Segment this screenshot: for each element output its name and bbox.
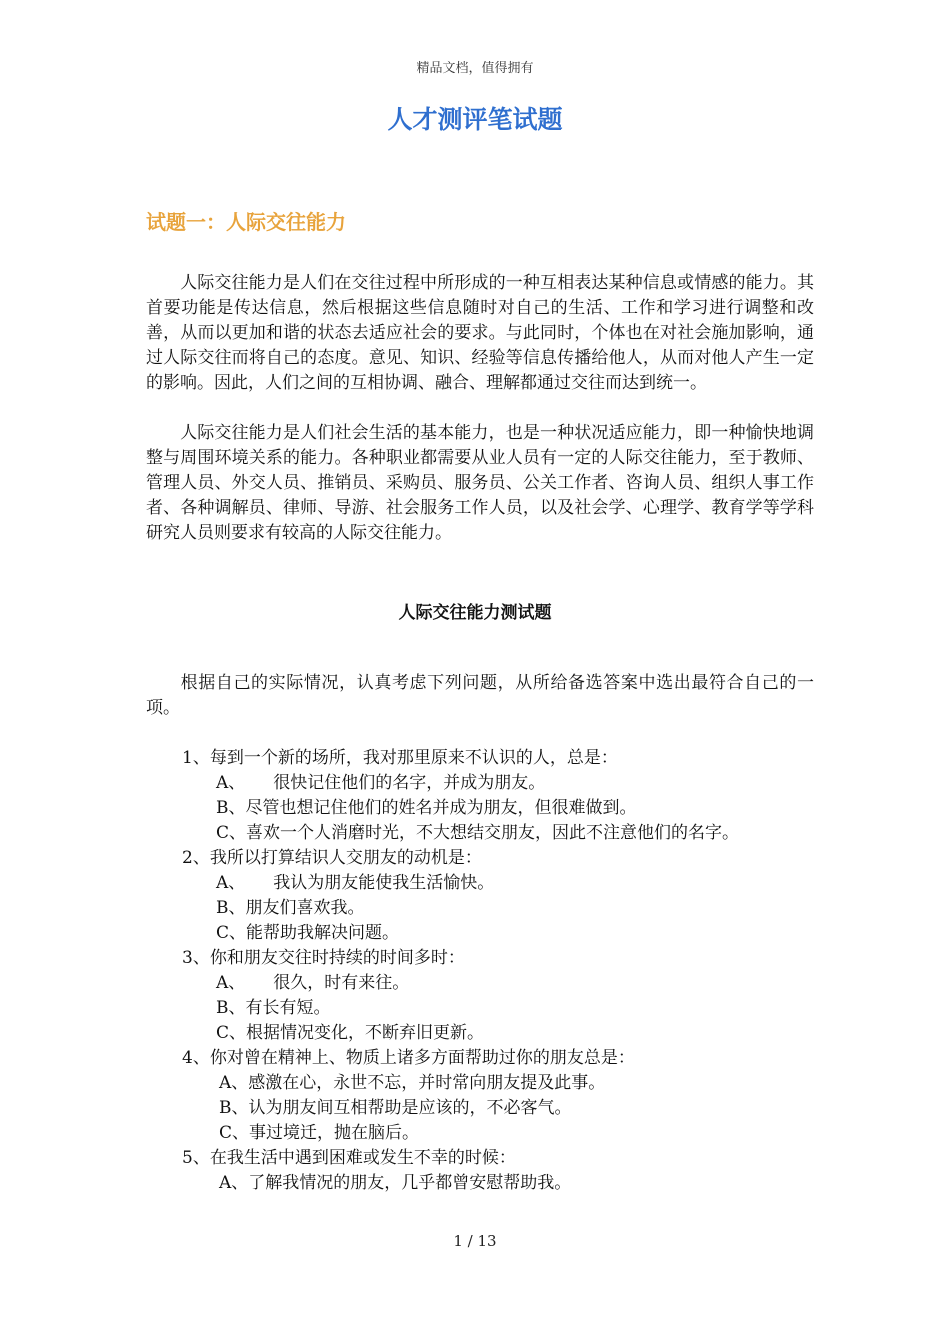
question-3-option-a [216, 971, 409, 996]
option-a-prefix: A、 [216, 973, 246, 993]
option-a-prefix: A、 [216, 873, 246, 893]
intro-paragraph-1 [146, 271, 814, 396]
option-a-text: 很快记住他们的名字，并成为朋友。 [273, 773, 546, 793]
question-2: 2、我所以打算结识人交朋友的动机是： [182, 848, 482, 868]
question-5-option-a: A、了解我情况的朋友，几乎都曾安慰帮助我。 [219, 1173, 572, 1193]
option-a-text: 很久，时有来往。 [273, 973, 410, 993]
instruction-text: 根据自己的实际情况，认真考虑下列问题，从所给备选答案中选出最符合自己的一项。 [146, 673, 814, 718]
question-1-option-c: C、喜欢一个人消磨时光，不大想结交朋友，因此不注意他们的名字。 [216, 823, 740, 843]
question-2-option-a [216, 871, 494, 896]
page-number: 1 / 13 [453, 1232, 497, 1250]
question-4-option-c: C、事过境迁，抛在脑后。 [219, 1123, 420, 1143]
option-a-prefix: A、 [216, 773, 246, 793]
question-2-option-b: B、朋友们喜欢我。 [216, 898, 365, 918]
question-1-option-b: B、尽管也想记住他们的姓名并成为朋友，但很难做到。 [216, 798, 637, 818]
question-4-option-b: B、认为朋友间互相帮助是应该的，不必客气。 [219, 1098, 572, 1118]
question-3-option-c: C、根据情况变化，不断弃旧更新。 [216, 1023, 485, 1043]
question-4: 4、你对曾在精神上、物质上诸多方面帮助过你的朋友总是： [182, 1048, 635, 1068]
question-5: 5、在我生活中遇到困难或发生不幸的时候： [182, 1148, 516, 1168]
test-title: 人际交往能力测试题 [398, 603, 552, 623]
intro-paragraph-1-text: 人际交往能力是人们在交往过程中所形成的一种互相表达某种信息或情感的能力。其首要功能是传达信息，然后根据这些信息随时对自己的生活、工作和学习进行调整和改善，从而以更加和谐的状态去适应社会的要求。与此同时，个体也在对社会施加影响，通过人际交往而将自己的态度。意见、知识、经验等信息传播给他人，从而对他人产生一定的影响。因此，人们之间的互相协调、融合、理解都通过交往而达到统一。 [146, 273, 814, 393]
question-3-option-b: B、有长有短。 [216, 998, 331, 1018]
instruction-paragraph [146, 671, 814, 721]
document-title: 人才测评笔试题 [387, 105, 563, 134]
option-a-text: 我认为朋友能使我生活愉快。 [273, 873, 495, 893]
question-1: 1、每到一个新的场所，我对那里原来不认识的人，总是： [182, 748, 618, 768]
intro-paragraph-2-text: 人际交往能力是人们社会生活的基本能力，也是一种状况适应能力，即一种愉快地调整与周围环境关系的能力。各种职业都需要从业人员有一定的人际交往能力，至于教师、管理人员、外交人员、推销员、采购员、服务员、公关工作者、咨询人员、组织人事工作者、各种调解员、律师、导游、社会服务工作人员，以及社会学、心理学、教育学等学科研究人员则要求有较高的人际交往能力。 [146, 423, 814, 543]
intro-paragraph-2 [146, 421, 814, 546]
page-header: 精品文档，值得拥有 [416, 61, 534, 76]
question-4-option-a: A、感激在心，永世不忘，并时常向朋友提及此事。 [219, 1073, 606, 1093]
section-title: 试题一：人际交往能力 [146, 210, 346, 234]
question-1-option-a [216, 771, 545, 796]
question-2-option-c: C、能帮助我解决问题。 [216, 923, 400, 943]
question-3: 3、你和朋友交往时持续的时间多时： [182, 948, 465, 968]
